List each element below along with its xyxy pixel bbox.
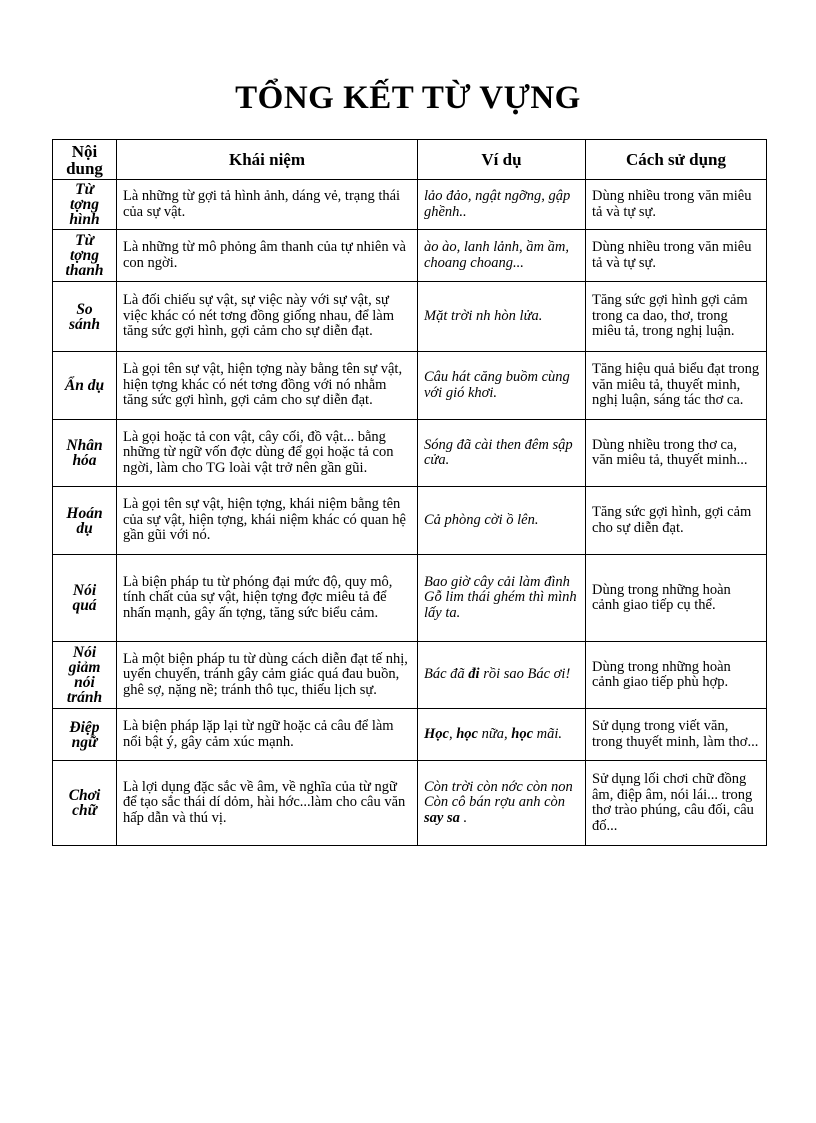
concept-cell: Là những từ gợi tả hình ảnh, dáng vẻ, trạng thái của sự vật.	[117, 180, 418, 230]
example-bold: say sa	[424, 809, 460, 826]
table-row	[53, 180, 767, 230]
example-cell	[418, 642, 586, 709]
concept-cell: Là gọi tên sự vật, hiện tợng, khái niệm bằng tên của sự vật, hiện tợng, khái niệm khác có quan hệ gần gũi với nó.	[117, 487, 418, 555]
term-cell: Nhân hóa	[53, 420, 117, 487]
usage-cell: Sử dụng lối chơi chữ đồng âm, điệp âm, nói lái... trong thơ trào phúng, câu đối, câu đố...	[586, 761, 767, 846]
header-usage: Cách sử dụng	[586, 140, 767, 180]
example-text: Bác đã đi rồi sao Bác ơi!	[424, 666, 571, 683]
usage-cell: Sử dụng trong viết văn, trong thuyết minh, làm thơ...	[586, 709, 767, 761]
term-cell: Từ tợng hình	[53, 180, 117, 230]
table-row	[53, 420, 767, 487]
example-line: Còn trời còn nớc còn non	[424, 778, 573, 795]
header-concept: Khái niệm	[117, 140, 418, 180]
table-row	[53, 709, 767, 761]
header-example: Ví dụ	[418, 140, 586, 180]
example-text: .	[459, 809, 468, 826]
table-row	[53, 230, 767, 282]
example-cell: lảo đảo, ngật ngỡng, gập ghềnh..	[418, 180, 586, 230]
example-cell: Sóng đã cài then đêm sập cửa.	[418, 420, 586, 487]
example-bold: học	[511, 725, 534, 742]
table-row	[53, 282, 767, 352]
table-row	[53, 761, 767, 846]
usage-cell: Dùng nhiều trong văn miêu tả và tự sự.	[586, 180, 767, 230]
usage-cell: Dùng nhiều trong thơ ca, văn miêu tả, thuyết minh...	[586, 420, 767, 487]
example-text: ,	[448, 725, 457, 742]
usage-cell: Dùng nhiều trong văn miêu tả và tự sự.	[586, 230, 767, 282]
concept-cell: Là những từ mô phỏng âm thanh của tự nhiên và con ngời.	[117, 230, 418, 282]
concept-cell: Là đối chiếu sự vật, sự việc này với sự vật, sự việc khác có nét tơng đồng giống nhau, để làm tăng sức gợi hình, gợi cảm cho sự diễn đạt.	[117, 282, 418, 352]
example-cell: ào ào, lanh lảnh, ầm ầm, choang choang...	[418, 230, 586, 282]
term-cell: Từ tợng thanh	[53, 230, 117, 282]
concept-cell: Là gọi hoặc tả con vật, cây cối, đồ vật... bằng những từ ngữ vốn đợc dùng để gọi hoặc tả con ngời, làm cho TG loài vật trở nên gần gũi.	[117, 420, 418, 487]
table-row	[53, 642, 767, 709]
page-title: TỔNG KẾT TỪ VỰNG	[235, 80, 581, 116]
usage-cell: Dùng trong những hoàn cảnh giao tiếp phù hợp.	[586, 642, 767, 709]
usage-cell: Tăng hiệu quả biểu đạt trong văn miêu tả, thuyết minh, nghị luận, sáng tác thơ ca.	[586, 352, 767, 420]
vocabulary-table	[52, 139, 767, 846]
table-header-row	[53, 140, 767, 180]
table-row	[53, 352, 767, 420]
usage-cell: Tăng sức gợi hình, gợi cảm cho sự diễn đạt.	[586, 487, 767, 555]
concept-cell: Là một biện pháp tu từ dùng cách diễn đạt tế nhị, uyển chuyển, tránh gây cảm giác quá đau buồn, ghê sợ, nặng nề; tránh thô tục, thiếu lịch sự.	[117, 642, 418, 709]
header-content: Nội dung	[53, 140, 117, 180]
example-cell: Câu hát căng buồm cùng với gió khơi.	[418, 352, 586, 420]
example-bold: Học	[424, 725, 449, 742]
concept-cell: Là lợi dụng đặc sắc về âm, về nghĩa của từ ngữ để tạo sắc thái dí dỏm, hài hớc...làm cho câu văn hấp dẫn và thú vị.	[117, 761, 418, 846]
term-cell: Điệp ngữ	[53, 709, 117, 761]
concept-cell: Là biện pháp tu từ phóng đại mức độ, quy mô, tính chất của sự vật, hiện tợng đợc miêu tả để nhấn mạnh, gây ấn tợng, tăng sức biểu cảm.	[117, 555, 418, 642]
term-cell: Nói giảm nói tránh	[53, 642, 117, 709]
term-cell: Nói quá	[53, 555, 117, 642]
usage-cell: Tăng sức gợi hình gợi cảm trong ca dao, thơ, trong miêu tả, trong nghị luận.	[586, 282, 767, 352]
usage-cell: Dùng trong những hoàn cảnh giao tiếp cụ thể.	[586, 555, 767, 642]
concept-cell: Là biện pháp lặp lại từ ngữ hoặc cả câu để làm nổi bật ý, gây cảm xúc mạnh.	[117, 709, 418, 761]
example-cell	[418, 709, 586, 761]
term-cell: Chơi chữ	[53, 761, 117, 846]
example-line: Còn cô bán rợu anh còn	[424, 794, 566, 811]
example-cell: Bao giờ cây cải làm đình Gỗ lim thái ghém thì mình lấy ta.	[418, 555, 586, 642]
example-bold: đi	[468, 666, 480, 683]
table-row	[53, 555, 767, 642]
term-cell: Hoán dụ	[53, 487, 117, 555]
example-cell	[418, 761, 586, 846]
term-cell: So sánh	[53, 282, 117, 352]
example-bold: học	[456, 725, 478, 742]
table-row	[53, 487, 767, 555]
example-cell: Cả phòng cời ồ lên.	[418, 487, 586, 555]
example-cell: Mặt trời nh hòn lửa.	[418, 282, 586, 352]
example-text: mãi.	[533, 725, 563, 742]
term-cell: Ẩn dụ	[53, 352, 117, 420]
example-text: nữa,	[477, 725, 512, 742]
concept-cell: Là gọi tên sự vật, hiện tợng này bằng tên sự vật, hiện tợng khác có nét tơng đồng với nó nhằm tăng sức gợi hình, gợi cảm cho sự diễn đạt.	[117, 352, 418, 420]
